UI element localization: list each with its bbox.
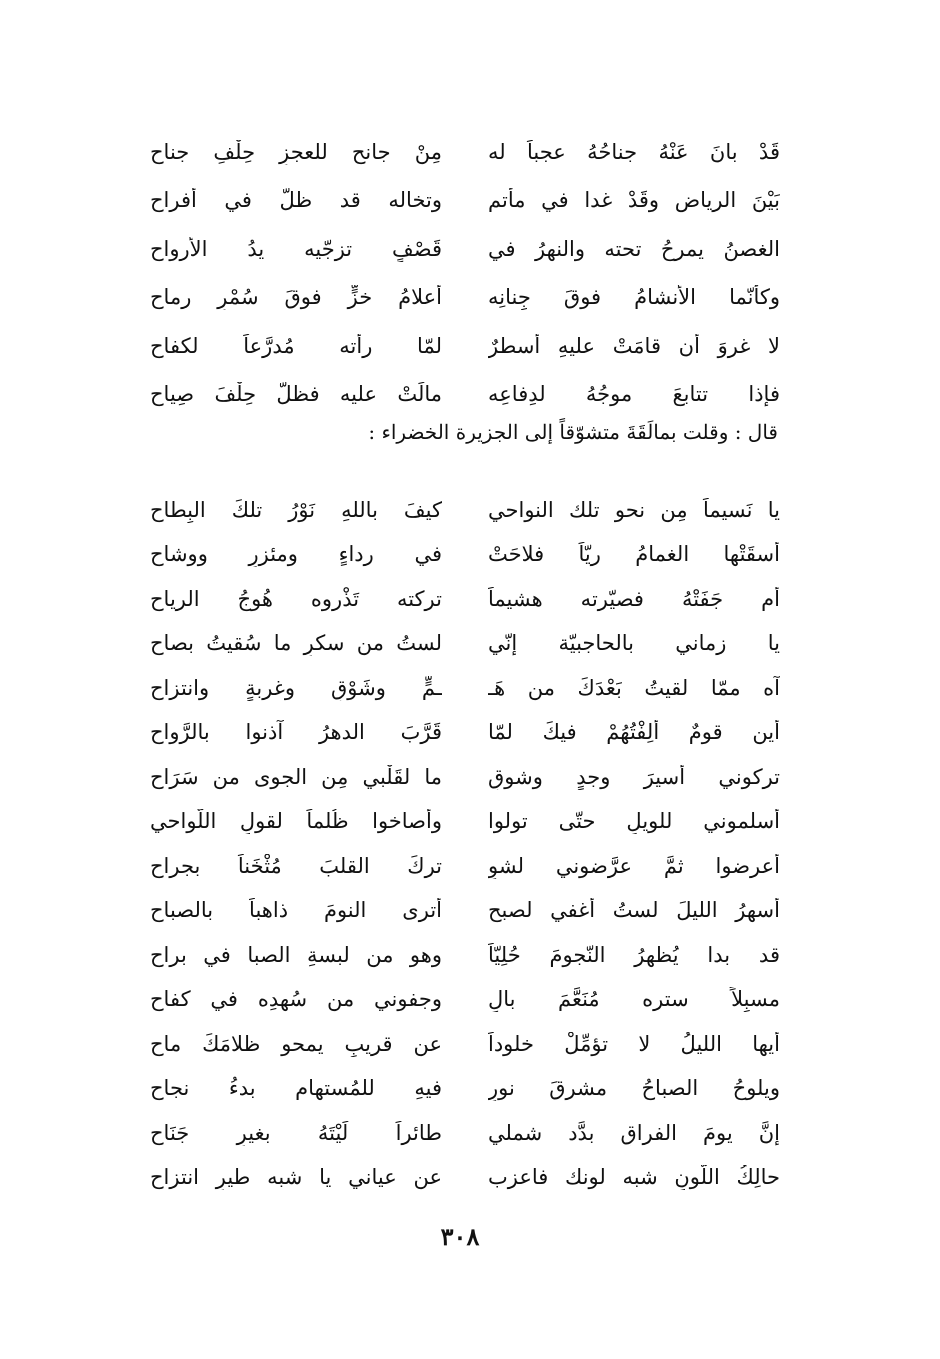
verse — [150, 577, 780, 622]
hemistich-first: فإذا تتابعَ موجُهُ لدِفاعِه — [488, 382, 780, 407]
prose-introduction: قال : وقلت بمالَقَةَ متشوّقاً إلى الجزيرة الخضراء : — [368, 420, 778, 444]
hemistich-second: وأصاخوا ظُلماً لقولِ اللّواحي — [150, 809, 442, 834]
hemistich-first: تركوني أسيرَ وجدٍ وشوقٍ — [488, 764, 780, 789]
hemistich-first: يا زماني بالحاجبيّة إنّي — [488, 631, 780, 656]
hemistich-second: فيهِ للمُستهامِ بدءُ نجاحِ — [150, 1076, 442, 1101]
hemistich-second: طائراً لَيْتَهُ بغيرِ جَنَاحِ — [150, 1120, 442, 1145]
verse — [150, 225, 780, 274]
hemistich-first: الغصنُ يمرحُ تحته والنهرُ في — [488, 236, 780, 261]
verse — [150, 1022, 780, 1067]
hemistich-second: ما لقَلْبي مِن الجوى من سَرَاحِ — [150, 764, 442, 789]
hemistich-first: أسلموني للويلِ حتّى تولوا — [488, 809, 780, 834]
hemistich-first: لا غروَ أن قامَتْ عليهِ أسطرٌ — [488, 333, 780, 358]
hemistich-first: ويلوحُ الصباحُ مشرقَ نورٍ — [488, 1076, 780, 1101]
hemistich-first: أيها الليلُ لا تؤمِّلْ خلوداً — [488, 1031, 780, 1056]
hemistich-second: وجفوني من سُهدِه في كفاحِ — [150, 987, 442, 1012]
hemistich-second: لمّا رأته مُدرَّعاً لكفاحِ — [150, 333, 442, 358]
hemistich-first: قَدْ بانَ عَنْهُ جناحُهُ عجباً له — [488, 139, 780, 164]
hemistich-first: أم جَفَتْهُ فصيّرته هشيماً — [488, 586, 780, 611]
hemistich-second: لستُ من سكرِ ما سُقيتُ بصاحِ — [150, 631, 442, 656]
verse — [150, 1111, 780, 1156]
hemistich-second: ـمٍّ وشَوْقٍ وغربةٍ وانتزاحِ — [150, 675, 442, 700]
hemistich-first: أسقَتْها الغمامُ ريّاً فلاحَتْ — [488, 542, 780, 567]
verse — [150, 800, 780, 845]
hemistich-first: قد بدا يُظهرُ النّجومَ حُلِيّاً — [488, 942, 780, 967]
verse — [150, 322, 780, 371]
verse — [150, 1156, 780, 1201]
hemistich-second: أترى النومَ ذاهباً بالصباحِ — [150, 898, 442, 923]
hemistich-first: مسبِلاً ستره مُنَعَّمَ بالٍ — [488, 987, 780, 1012]
hemistich-first: أسهرُ الليلَ لستُ أُغفي لصبحٍ — [488, 898, 780, 923]
hemistich-second: في رداءٍ ومئزرٍ ووشاحِ — [150, 542, 442, 567]
hemistich-first: إنَّ يومَ الفراقِ بدَّد شملي — [488, 1120, 780, 1145]
hemistich-first: حالِكُ اللّونِ شبه لونك فاعزب — [488, 1165, 780, 1190]
poem-first — [150, 128, 780, 419]
hemistich-second: تركَ القلبَ مُثْخَناً بجراحِ — [150, 853, 442, 878]
hemistich-second: تركته تَذْروه هُوجُ الرياحِ — [150, 586, 442, 611]
verse — [150, 933, 780, 978]
poem-second — [150, 488, 780, 1200]
hemistich-first: يا نَسيماً مِن نحو تلك النواحي — [488, 497, 780, 522]
verse — [150, 1067, 780, 1112]
verse — [150, 128, 780, 177]
hemistich-second: قَرَّبَ الدهرُ آذنوا بالرَّواحِ — [150, 720, 442, 745]
verse — [150, 711, 780, 756]
hemistich-first: أين قومٌ أَلِفْتُهُمْ فيكَ لمّا — [488, 720, 780, 745]
hemistich-second: عن عياني يا شبه طيرِ انتزاحِ — [150, 1165, 442, 1190]
hemistich-second: عن قريبٍ يمحو ظلامَكَ ماحِ — [150, 1031, 442, 1056]
page-number: ٣٠٨ — [440, 1222, 480, 1251]
verse — [150, 533, 780, 578]
hemistich-second: وهو من لبسةِ الصبا في براحِ — [150, 942, 442, 967]
hemistich-second: وتخاله قد ظلَّ في أفراحِ — [150, 188, 442, 213]
verse — [150, 622, 780, 667]
verse — [150, 844, 780, 889]
verse — [150, 488, 780, 533]
hemistich-second: أعلامُ خزٍّ فوقَ سُمْرِ رماحِ — [150, 285, 442, 310]
verse — [150, 371, 780, 420]
verse — [150, 666, 780, 711]
hemistich-first: آه ممّا لقيتُ بَعْدَكَ من هَـ — [488, 675, 780, 700]
hemistich-first: أعرضوا ثمَّ عرَّضوني لشوٍ — [488, 853, 780, 878]
verse — [150, 274, 780, 323]
verse — [150, 755, 780, 800]
hemistich-first: بَيْنَ الرياضِ وقَدْ غدا في مأتمٍ — [488, 188, 780, 213]
verse — [150, 889, 780, 934]
hemistich-second: مِنْ جانحٍ للعجزِ حِلْفِ جناحِ — [150, 139, 442, 164]
hemistich-second: مالَتْ عليه فظلَّ حِلْفَ صِياحِ — [150, 382, 442, 407]
hemistich-second: كيفَ باللهِ نَوْرُ تلكَ البِطاحِ — [150, 497, 442, 522]
hemistich-second: قَصْفٍ تزجّيه يدُ الأرواحِ — [150, 236, 442, 261]
verse — [150, 978, 780, 1023]
hemistich-first: وكأنّما الأنشامُ فوقَ جِنانِه — [488, 285, 780, 310]
verse — [150, 177, 780, 226]
